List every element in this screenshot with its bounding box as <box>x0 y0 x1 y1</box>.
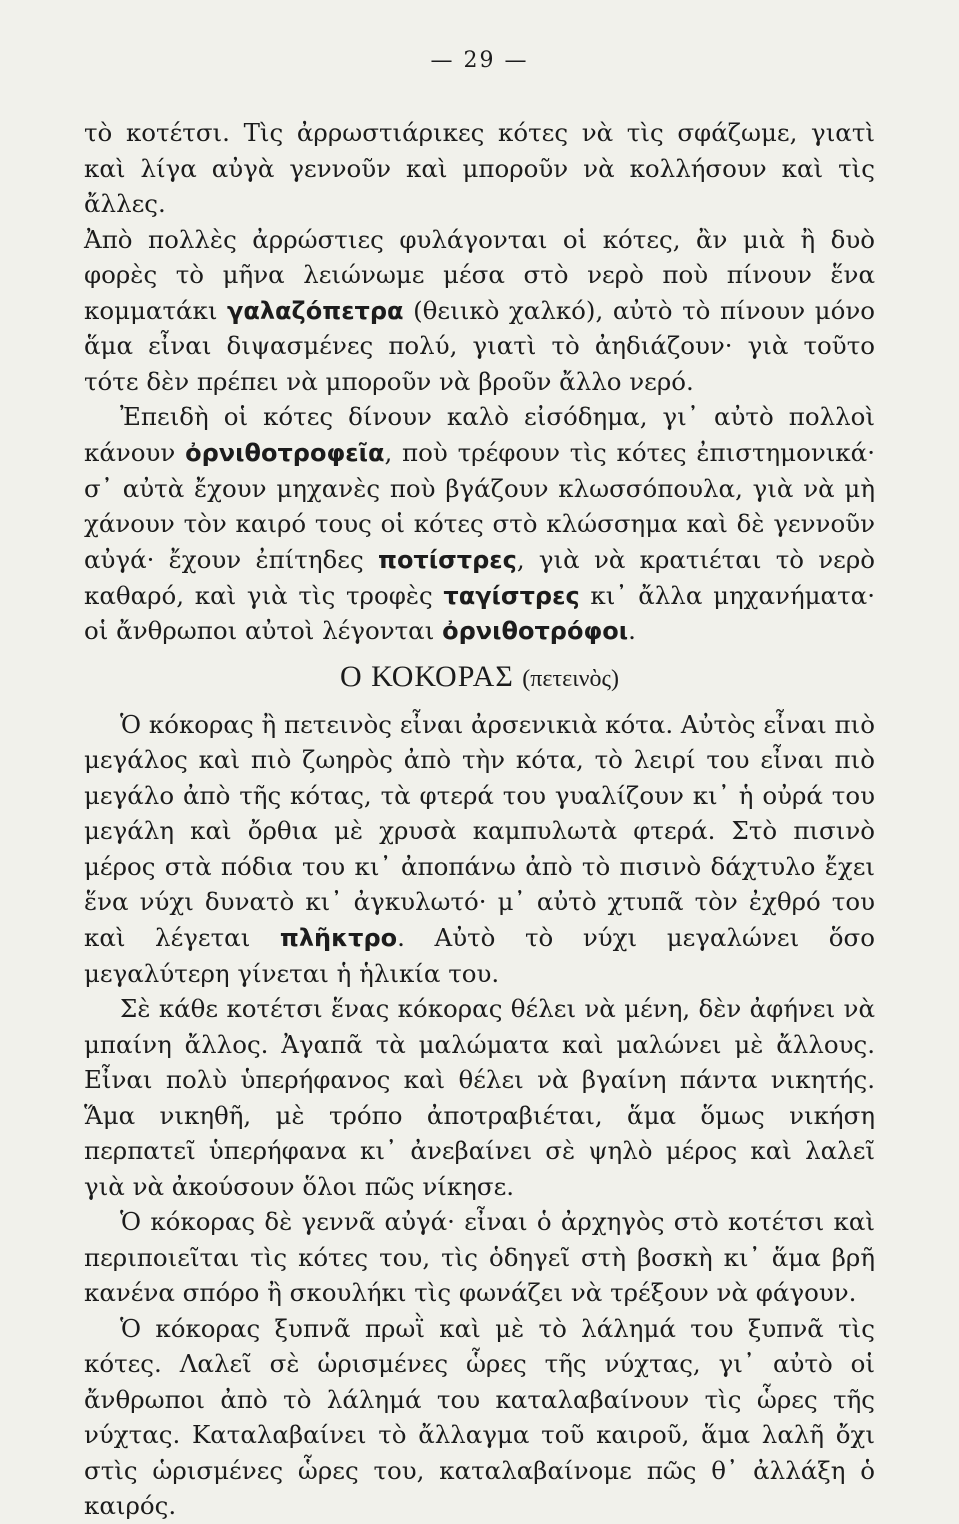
paragraph-rooster-behaviour <box>84 991 875 1204</box>
paragraph-rooster-description <box>84 707 875 991</box>
page-number: — 29 — <box>430 48 529 73</box>
text-run: , γιὰ νὰ κρατιέται τὸ νερὸ καθαρό, καὶ γιὰ τὶς τροφὲς <box>84 544 876 610</box>
term-bold: ποτίστρες <box>377 545 517 574</box>
paragraph-rooster-leader <box>84 1204 875 1311</box>
text-run: Ἐπειδὴ οἱ κότες δίνουν καλὸ εἰσόδημα, γι᾿ αὐτὸ πολλοὶ κάνουν <box>84 402 875 467</box>
text-run: κι᾿ ἄλλα μηχανήματα· οἱ ἄνθρωποι αὐτοὶ λέγονται <box>84 580 875 646</box>
term-bold: ὀρνιθοτρόφοι <box>442 617 629 646</box>
paragraph-continued <box>84 115 875 222</box>
text-run: . Αὐτὸ τὸ νύχι μεγαλώνει ὅσο μεγαλύτερη γίνεται ἡ ἡλικία του. <box>84 922 875 988</box>
text-run: , ποὺ τρέφουν τὶς κότες ἐπιστημονικά· σ᾿ αὐτὰ ἔχουν μηχανὲς ποὺ βγάζουν κλωσσόπουλα, γιὰ νὰ μὴ χάνουν τὸν καιρό τους οἱ κότες στὸ κλώσσημα καὶ δὲ γεννοῦν αὐγά· ἔχουν ἐπίτηδες <box>84 437 876 574</box>
term-bold: ὀρνιθοτροφεῖα <box>185 438 385 467</box>
text-run: Σὲ κάθε κοτέτσι ἕνας κόκορας θέλει νὰ μένη, δὲν ἀφήνει νὰ μπαίνη ἄλλος. Ἀγαπᾶ τὰ μαλώματα καὶ μαλώνει μὲ ἄλλους. Εἶναι πολὺ ὑπερήφανος καὶ θέλει νὰ βγαίνη πάντα νικητής. Ἅμα νικηθῆ, μὲ τρόπο ἀποτραβιέται, ἅμα ὅμως νικήση περπατεῖ ὑπερήφανα κι᾿ ἀνεβαίνει σὲ ψηλὸ μέρος καὶ λαλεῖ γιὰ νὰ ἀκούσουν ὅλοι πῶς νίκησε. <box>84 994 875 1201</box>
text-run: . <box>628 616 636 646</box>
text-run: τὸ κοτέτσι. Τὶς ἀρρωστιάρικες κότες νὰ τὶς σφάζωμε, γιατὶ καὶ λίγα αὐγὰ γεννοῦν καὶ μποροῦν νὰ κολλήσουν καὶ τὶς ἄλλες. <box>84 118 875 219</box>
section-heading <box>84 655 875 699</box>
text-run: Ὁ κόκορας ξυπνᾶ πρωῒ καὶ μὲ τὸ λάλημά του ξυπνᾶ τὶς κότες. Λαλεῖ σὲ ὡρισμένες ὧρες τῆς νύχτας, γι᾿ αὐτὸ οἱ ἄνθρωποι ἀπὸ τὸ λάλημά του καταλαβαίνουν τὶς ὧρες τῆς νύχτας. Καταλαβαίνει τὸ ἄλλαγμα τοῦ καιροῦ, ἅμα λαλῆ ὄχι στὶς ὡρισμένες ὧρες του, καταλαβαίνομε πῶς θ᾿ ἀλλάξη ὁ καιρός. <box>84 1313 875 1521</box>
text-run: (θειικὸ χαλκό), αὐτὸ τὸ πίνουν μόνο ἅμα εἶναι διψασμένες πολύ, γιατὶ τὸ ἀηδιάζουν· γιὰ τοῦτο τότε δὲν πρέπει νὰ μποροῦν νὰ βροῦν ἄλλο νερό. <box>84 295 875 396</box>
text-run: Ὁ κόκορας ἢ πετεινὸς εἶναι ἀρσενικιὰ κότα. Αὐτὸς εἶναι πιὸ μεγάλος καὶ πιὸ ζωηρὸς ἀπὸ τὴν κότα, τὸ λειρί του εἶναι πιὸ μεγάλο ἀπὸ τῆς κότας, τὰ φτερά του γυαλίζουν κι᾿ ἡ οὐρά του μεγάλη καὶ ὄρθια μὲ χρυσὰ καμπυλωτὰ φτερά. Στὸ πισινὸ μέρος στὰ πόδια του κι᾿ ἀποπάνω ἀπὸ τὸ πισινὸ δάχτυλο ἔχει ἕνα νύχι δυνατὸ κι᾿ ἀγκυλωτό· μ᾿ αὐτὸ χτυπᾶ τὸν ἐχθρό του καὶ λέγεται <box>84 709 875 952</box>
paragraph-rooster-crowing <box>84 1311 875 1524</box>
paragraph-copper-sulfate <box>84 222 875 400</box>
text-run: Ἀπὸ πολλὲς ἀρρώστιες φυλάγονται οἱ κότες, ἂν μιὰ ἢ δυὸ φορὲς τὸ μῆνα λειώνωμε μέσα στὸ νερὸ ποὺ πίνουν ἕνα κομματάκι <box>84 224 875 325</box>
paragraph-poultry-farms <box>84 399 875 649</box>
text-run: Ὁ κόκορας δὲ γεννᾶ αὐγά· εἶναι ὁ ἀρχηγὸς στὸ κοτέτσι καὶ περιποιεῖται τὶς κότες του, τὶς ὁδηγεῖ στὴ βοσκὴ κι᾿ ἅμα βρῆ κανένα σπόρο ἢ σκουλήκι τὶς φωνάζει νὰ τρέξουν νὰ φάγουν. <box>84 1207 875 1308</box>
heading-title: Ο ΚΟΚΟΡΑΣ <box>340 660 514 694</box>
term-bold: ταγίστρες <box>443 581 580 610</box>
term-bold: πλῆκτρο <box>279 923 398 952</box>
heading-subtitle: (πετεινὸς) <box>522 666 619 693</box>
body-text <box>84 115 875 1524</box>
term-bold: γαλαζόπετρα <box>227 296 404 325</box>
